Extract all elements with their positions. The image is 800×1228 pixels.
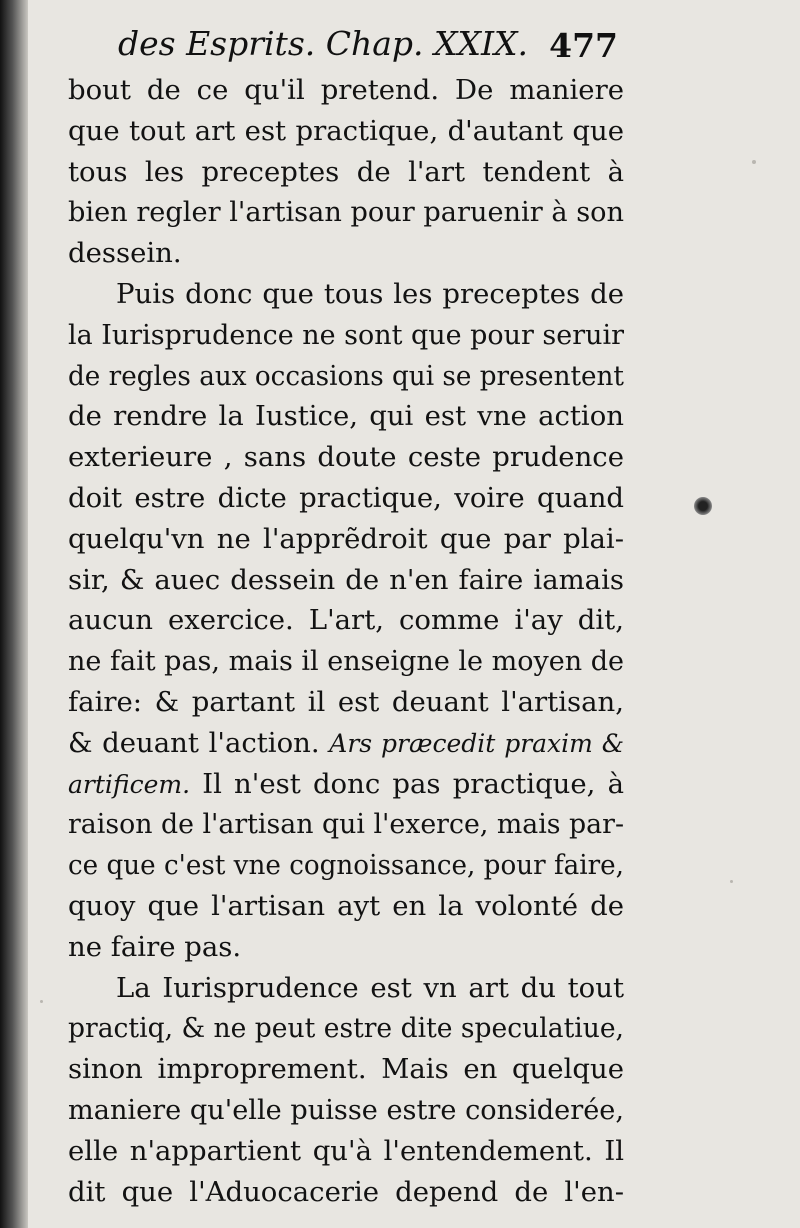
running-head: des Esprits. Chap. XXIX. bbox=[118, 24, 529, 63]
line-text: la Iurisprudence ne sont que pour seruir bbox=[68, 318, 624, 351]
text-line bbox=[68, 927, 624, 968]
text-line bbox=[68, 1049, 624, 1090]
line-text: tous les preceptes de l'art tendent à bbox=[68, 155, 624, 188]
page-number: 477 bbox=[549, 26, 618, 65]
line-text: de regles aux occasions qui se presentent bbox=[68, 359, 624, 392]
line-text: La Iurisprudence est vn art du tout bbox=[116, 971, 624, 1004]
paper-speck bbox=[730, 880, 733, 883]
line-text: Il n'est donc pas practique, à bbox=[190, 767, 624, 800]
text-line bbox=[68, 437, 624, 478]
page-header bbox=[118, 16, 618, 68]
text-line bbox=[68, 845, 624, 886]
line-text: bout de ce qu'il pretend. De maniere bbox=[68, 74, 624, 106]
text-line bbox=[68, 1008, 624, 1049]
paper-speck bbox=[752, 160, 756, 164]
text-line bbox=[68, 600, 624, 641]
line-text: doit estre dicte practique, voire quand bbox=[68, 481, 624, 514]
line-text: ne faire pas. bbox=[68, 930, 242, 963]
text-line bbox=[68, 233, 624, 274]
ink-blot bbox=[694, 497, 712, 515]
text-line bbox=[68, 1131, 624, 1172]
line-text: maniere qu'elle puisse estre considerée, bbox=[68, 1093, 624, 1126]
line-text: practiq, & ne peut estre dite speculatiue, bbox=[68, 1012, 624, 1045]
text-line bbox=[68, 1090, 624, 1131]
paper-speck bbox=[40, 1000, 43, 1003]
line-text: bien regler l'artisan pour paruenir à son bbox=[68, 196, 624, 229]
text-line bbox=[68, 519, 624, 560]
text-line bbox=[68, 723, 624, 764]
text-line bbox=[68, 152, 624, 193]
text-line bbox=[68, 478, 624, 519]
line-text: raison de l'artisan qui l'exerce, mais par- bbox=[68, 808, 624, 841]
text-line bbox=[68, 111, 624, 152]
line-text: Puis donc que tous les preceptes de bbox=[116, 277, 624, 310]
line-text: quelqu'vn ne l'apprẽdroit que par plai- bbox=[68, 522, 624, 555]
text-line bbox=[68, 396, 624, 437]
line-text: & deuant l'action. bbox=[68, 726, 320, 759]
text-line bbox=[68, 70, 624, 111]
text-line bbox=[68, 804, 624, 845]
line-text: sir, & auec dessein de n'en faire iamais bbox=[68, 563, 624, 596]
line-text: que tout art est practique, d'autant que bbox=[68, 114, 624, 147]
page-gutter-shadow bbox=[0, 0, 28, 1228]
line-text: ce que c'est vne cognoissance, pour faire, bbox=[68, 849, 624, 882]
body-text bbox=[68, 70, 624, 1212]
text-line bbox=[68, 682, 624, 723]
text-line bbox=[68, 1172, 624, 1213]
line-text: dessein. bbox=[68, 237, 182, 270]
text-line bbox=[68, 968, 624, 1009]
text-line bbox=[68, 274, 624, 315]
text-line bbox=[68, 192, 624, 233]
line-text: exterieure , sans doute ceste prudence bbox=[68, 441, 624, 474]
latin-quotation: Ars præcedit praxim & bbox=[329, 728, 624, 758]
text-line bbox=[68, 641, 624, 682]
line-text: elle n'appartient qu'à l'entendement. Il bbox=[68, 1134, 624, 1167]
text-line bbox=[68, 560, 624, 601]
line-text: de rendre la Iustice, qui est vne action bbox=[68, 400, 624, 433]
line-text: quoy que l'artisan ayt en la volonté de bbox=[68, 889, 624, 922]
line-text: aucun exercice. L'art, comme i'ay dit, bbox=[68, 604, 624, 637]
line-text: faire: & partant il est deuant l'artisan, bbox=[68, 685, 624, 718]
line-text: sinon improprement. Mais en quelque bbox=[68, 1053, 624, 1086]
text-line bbox=[68, 886, 624, 927]
latin-quotation: artificem. bbox=[68, 769, 191, 799]
line-text: ne fait pas, mais il enseigne le moyen de bbox=[68, 645, 624, 678]
line-text: dit que l'Aduocacerie depend de l'en- bbox=[68, 1175, 624, 1208]
text-line bbox=[68, 764, 624, 805]
text-line bbox=[68, 315, 624, 356]
text-line bbox=[68, 356, 624, 397]
